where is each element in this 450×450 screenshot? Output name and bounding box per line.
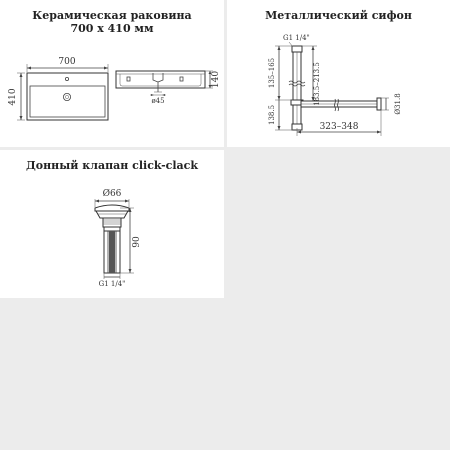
sink-top-view bbox=[27, 73, 108, 120]
valve-title: Донный клапан click-clack bbox=[26, 159, 198, 172]
sink-panel bbox=[0, 0, 224, 147]
sink-width-label: 700 bbox=[58, 57, 76, 67]
siphon-mid-range-label: 183.5–213.5 bbox=[313, 62, 321, 106]
valve-height-label: 90 bbox=[132, 236, 142, 248]
siphon-drawing bbox=[227, 0, 450, 147]
valve-panel bbox=[0, 150, 224, 298]
sink-depth-label: 410 bbox=[8, 88, 18, 106]
sink-height-label: 140 bbox=[211, 70, 221, 89]
sink-size-title: 700 х 410 мм bbox=[70, 22, 154, 35]
sink-side-view bbox=[116, 71, 205, 88]
siphon-bottom-label: 138.5 bbox=[268, 104, 276, 126]
siphon-outlet-length-label: 323–348 bbox=[319, 122, 359, 132]
sink-drawing bbox=[0, 0, 224, 147]
siphon-thread-label: G1 1/4" bbox=[283, 34, 310, 42]
valve-thread-label: G1 1/4" bbox=[98, 280, 126, 288]
siphon-title: Металлический сифон bbox=[265, 9, 412, 22]
siphon-top-range-label: 135–165 bbox=[268, 57, 276, 89]
sink-drain-diameter-label: ø45 bbox=[151, 97, 165, 105]
valve-diameter-label: Ø66 bbox=[102, 189, 122, 199]
siphon-panel bbox=[227, 0, 450, 147]
valve-drawing bbox=[0, 150, 224, 298]
siphon-outlet-diameter-label: Ø31.8 bbox=[394, 93, 402, 115]
sink-title: Керамическая раковина bbox=[32, 9, 192, 22]
